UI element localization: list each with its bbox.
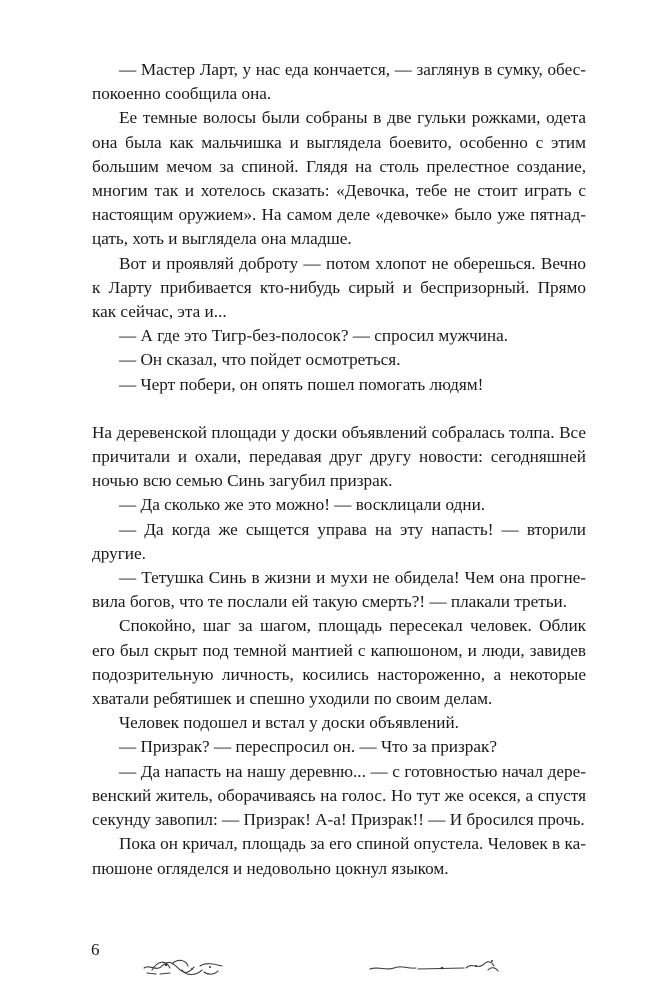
ornament-left-icon [142, 954, 224, 980]
dialogue-line: — Он сказал, что пойдет осмотреться. [119, 350, 401, 370]
paragraph: — Мастер Ларт, у нас еда кончается, — заглянув в сумку, обеспокоенно сообщила она. [92, 60, 586, 104]
ornament-right-icon [368, 956, 500, 976]
dialogue-line: — Призрак? — переспросил он. — Что за призрак? [119, 737, 497, 757]
section-first-paragraph: На деревенской площади у доски объявлений собралась толпа. Все причитали и охали, передавая друг другу новости: сегодняшней ночью всю семью Синь загубил призрак. [92, 422, 586, 491]
section-break [92, 397, 586, 421]
dialogue-line: — Да сколько же это можно! — восклицали одни. [119, 495, 486, 515]
paragraph: Человек подошел и встал у доски объявлений. [119, 713, 459, 733]
dialogue-line: — Да напасть на нашу деревню... — с готовностью начал деревенский житель, оборачиваясь на голос. Но тут же осекся, а спустя секунду завопил: — Призрак! А-а! Призрак!! — И бросился прочь. [92, 761, 586, 830]
paragraph: Пока он кричал, площадь за его спиной опустела. Человек в капюшоне огляделся и недовольно цокнул языком. [92, 834, 586, 878]
paragraph: Ее темные волосы были собраны в две гульки рожками, одета она была как мальчишка и выглядела боевито, особенно с этим большим мечом за спиной. Глядя на столь прелестное создание, многим так и хотелось сказать: «Девочка, тебе не стоит играть с настоящим оружием». На самом деле «девочке» было уже пятнадцать, хоть и выглядела она младше. [92, 108, 586, 249]
paragraph: Вот и проявляй доброту — потом хлопот не оберешься. Вечно к Ларту прибивается кто-нибудь сирый и беспризорный. Прямо как сейчас, эта и... [92, 253, 586, 322]
dialogue-line: — Да когда же сыщется управа на эту напасть! — вторили другие. [92, 519, 586, 563]
dialogue-line: — Тетушка Синь в жизни и мухи не обидела! Чем она прогневила богов, что те послали ей такую смерть?! — плакали третьи. [92, 568, 586, 612]
dialogue-line: — Черт побери, он опять пошел помогать людям! [119, 374, 484, 394]
dialogue-line: — А где это Тигр-без-полосок? — спросил мужчина. [119, 326, 509, 346]
page-body [92, 58, 586, 881]
page-number: 6 [91, 940, 100, 959]
paragraph: Спокойно, шаг за шагом, площадь пересекал человек. Облик его был скрыт под темной мантией с капюшоном, и люди, завидев подозрительную личность, косились настороженно, а некоторые хватали ребятишек и спешно уходили по своим делам. [92, 616, 586, 709]
